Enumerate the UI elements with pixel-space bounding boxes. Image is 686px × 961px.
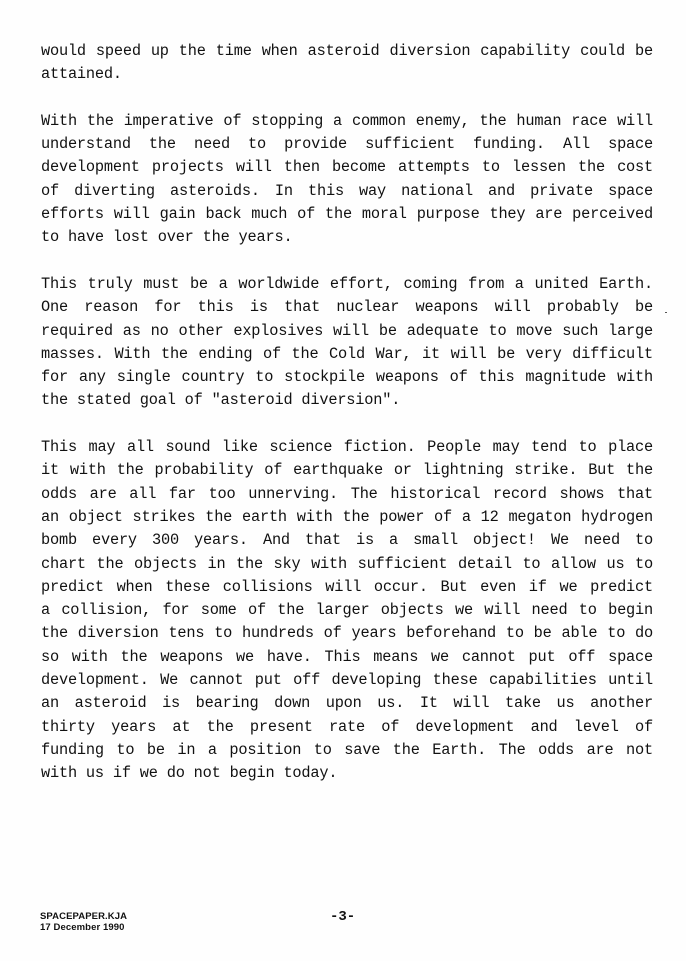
text-line: With the imperative of stopping a common enemy, the human race will: [41, 111, 653, 130]
text-line: development. We cannot put off developing these capabilities until: [41, 671, 653, 690]
text-line: would speed up the time when asteroid diversion capability could be: [41, 42, 653, 60]
text-line: understand the need to provide sufficient funding. All space: [41, 135, 653, 154]
paragraph-1: [41, 40, 653, 87]
text-line: bomb every 300 years. And that is a small object! We need to: [41, 531, 653, 550]
document-body: [41, 40, 653, 809]
text-line: required as no other explosives will be adequate to move such large: [41, 321, 653, 340]
text-line: odds are all far too unnerving. The historical record shows that: [41, 484, 653, 503]
text-line: with us if we do not begin today.: [41, 764, 338, 783]
text-line: This truly must be a worldwide effort, coming from a united Earth.: [41, 274, 653, 293]
text-line: an asteroid is bearing down upon us. It will take us another: [41, 694, 653, 713]
text-line: This may all sound like science fiction. People may tend to place: [41, 438, 653, 457]
text-line: for any single country to stockpile weapons of this magnitude with: [41, 368, 653, 387]
text-line: so with the weapons we have. This means we cannot put off space: [41, 647, 653, 666]
text-line: development projects will then become attempts to lessen the cost: [41, 158, 653, 177]
text-line: attained.: [41, 65, 122, 84]
footer-date: 17 December 1990: [40, 922, 125, 933]
paragraph-2: [41, 110, 653, 250]
text-line: chart the objects in the sky with sufficient detail to allow us to: [41, 554, 653, 573]
text-line: a collision, for some of the larger objects we will need to begin: [41, 601, 653, 620]
text-line: efforts will gain back much of the moral purpose they are perceived: [41, 205, 653, 224]
footer-filename: SPACEPAPER.KJA: [40, 911, 128, 922]
text-line: thirty years at the present rate of development and level of: [41, 717, 653, 736]
scan-speck: [665, 312, 667, 313]
text-line: One reason for this is that nuclear weapons will probably be: [41, 298, 653, 317]
text-line: the stated goal of "asteroid diversion".: [41, 391, 401, 410]
text-line: predict when these collisions will occur. But even if we predict: [41, 577, 653, 596]
text-line: an object strikes the earth with the power of a 12 megaton hydrogen: [41, 507, 653, 526]
text-line: masses. With the ending of the Cold War, it will be very difficult: [41, 344, 653, 363]
text-line: it with the probability of earthquake or lightning strike. But the: [41, 461, 653, 480]
paragraph-3: [41, 273, 653, 413]
text-line: the diversion tens to hundreds of years beforehand to be able to do: [41, 624, 653, 643]
page-number: -3-: [330, 909, 356, 925]
paragraph-4: [41, 436, 653, 785]
text-line: to have lost over the years.: [41, 228, 293, 247]
text-line: of diverting asteroids. In this way national and private space: [41, 181, 653, 200]
text-line: funding to be in a position to save the Earth. The odds are not: [41, 740, 653, 759]
footer-meta: [40, 911, 127, 933]
